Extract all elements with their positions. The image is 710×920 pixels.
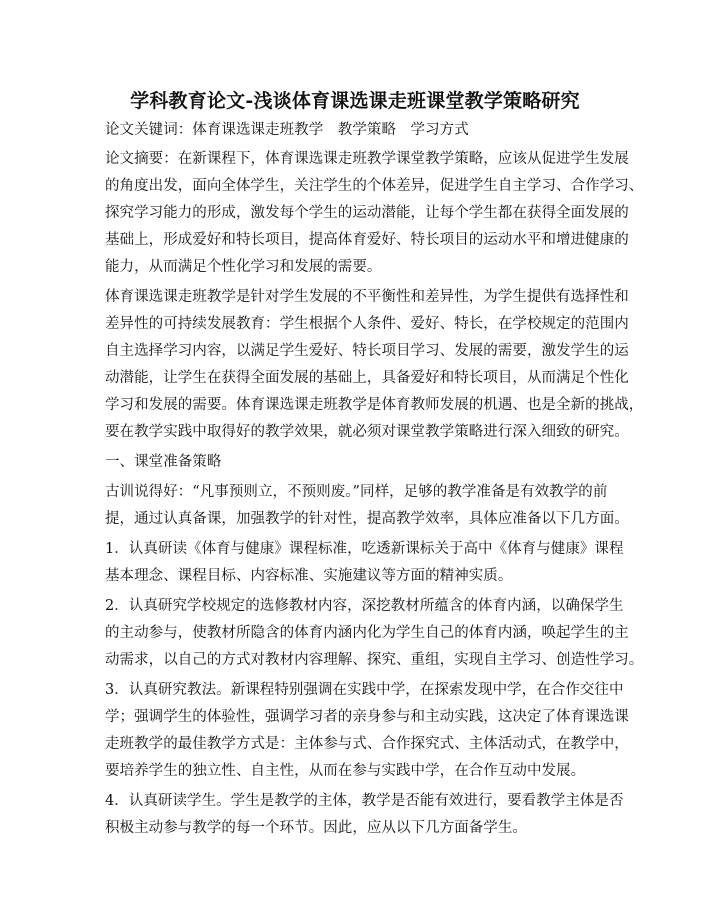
abstract-line: 论文摘要：在新课程下，体育课选课走班教学课堂教学策略，应该从促进学生发展 xyxy=(105,151,629,167)
list-item-line: 4．认真研读学生。学生是教学的主体，教学是否能有效进行，要看教学主体是否 xyxy=(105,793,624,809)
list-item-line: 3．认真研究教法。新课程特别强调在实践中学，在探索发现中学，在合作交往中 xyxy=(105,682,624,698)
abstract-line: 基础上，形成爱好和特长项目，提高体育爱好、特长项目的运动水平和增进健康的 xyxy=(105,232,629,248)
abstract-line: 能力，从而满足个性化学习和发展的需要。 xyxy=(105,259,382,275)
keywords-line: 论文关键词：体育课选课走班教学 教学策略 学习方式 xyxy=(105,122,469,138)
abstract-line: 探究学习能力的形成，激发每个学生的运动潜能，让每个学生都在获得全面发展的 xyxy=(105,205,629,221)
section-heading: 一、课堂准备策略 xyxy=(105,454,222,470)
body-line: 学习和发展的需要。体育课选课走班教学是体育教师发展的机遇、也是全新的挑战， xyxy=(105,397,644,413)
body-line: 要在教学实践中取得好的教学效果，就必须对课堂教学策略进行深入细致的研究。 xyxy=(105,424,629,440)
list-item-line: 走班教学的最佳教学方式是：主体参与式、合作探究式、主体活动式，在教学中， xyxy=(105,736,629,752)
document-title: 学科教育论文-浅谈体育课选课走班课堂教学策略研究 xyxy=(130,90,580,112)
body-line: 体育课选课走班教学是针对学生发展的不平衡性和差异性，为学生提供有选择性和 xyxy=(105,289,629,305)
list-item-line: 的主动参与，使教材所隐含的体育内涵内化为学生自己的体育内涵，唤起学生的主 xyxy=(105,625,629,641)
body-line: 动潜能，让学生在获得全面发展的基础上，具备爱好和特长项目，从而满足个性化 xyxy=(105,370,629,386)
body-line: 古训说得好：“凡事预则立，不预则废。”同样，足够的教学准备是有效教学的前 xyxy=(105,484,608,500)
body-line: 提，通过认真备课，加强教学的针对性，提高教学效率，具体应准备以下几方面。 xyxy=(105,511,629,527)
list-item-line: 动需求，以自己的方式对教材内容理解、探究、重组，实现自主学习、创造性学习。 xyxy=(105,652,644,668)
abstract-line: 的角度出发，面向全体学生，关注学生的个体差异，促进学生自主学习、合作学习、 xyxy=(105,178,644,194)
list-item-line: 学；强调学生的体验性，强调学习者的亲身参与和主动实践，这决定了体育课选课 xyxy=(105,709,629,725)
body-line: 自主选择学习内容，以满足学生爱好、特长项目学习、发展的需要，激发学生的运 xyxy=(105,343,629,359)
list-item-line: 1．认真研读《体育与健康》课程标准，吃透新课标关于高中《体育与健康》课程 xyxy=(105,541,624,557)
list-item-line: 要培养学生的独立性、自主性，从而在参与实践中学，在合作互动中发展。 xyxy=(105,763,586,779)
list-item-line: 积极主动参与教学的每一个环节。因此，应从以下几方面备学生。 xyxy=(105,820,527,836)
list-item-line: 2．认真研究学校规定的选修教材内容，深挖教材所蕴含的体育内涵，以确保学生 xyxy=(105,598,624,614)
body-line: 差异性的可持续发展教育：学生根据个人条件、爱好、特长，在学校规定的范围内 xyxy=(105,316,629,332)
list-item-line: 基本理念、课程目标、内容标准、实施建议等方面的精神实质。 xyxy=(105,568,513,584)
